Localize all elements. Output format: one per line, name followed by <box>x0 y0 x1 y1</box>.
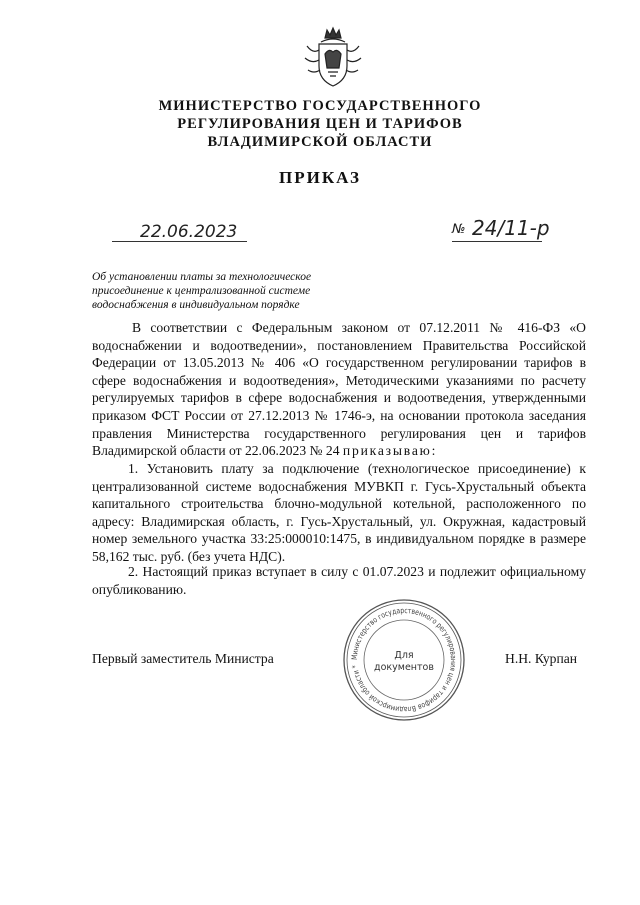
order-number: 24/11-р <box>472 216 550 240</box>
signer-name: Н.Н. Курпан <box>505 651 578 666</box>
order-item-2: 2. Настоящий приказ вступает в силу с 01.07.2023 и подлежит официальному опубликованию. <box>92 564 586 597</box>
order-item-1: 1. Установить плату за подключение (технологическое присоединение) к централизованной системе водоснабжения МУВКП г. Гусь-Хрустальный объекта капитального строительства блочно-модульной котельной, расположенного по адресу: Владимирская область, г. Гусь-Хрустальный, ул. Окружная, кадастровый номер земельного участка 33:25:000010:1475, в индивидуальном порядке в размере 58,162 тыс. руб. (без учета НДС). <box>92 461 586 564</box>
stamp-center-line-1: Для <box>394 650 414 661</box>
number-underline <box>452 241 542 242</box>
order-keyword: приказываю: <box>342 443 438 459</box>
ministry-name-line-1: МИНИСТЕРСТВО ГОСУДАРСТВЕННОГО <box>158 98 482 114</box>
preamble-text: В соответствии с Федеральным законом от 07.12.2011 № 416-ФЗ «О водоснабжении и водоотведении», постановлением Правительства Российской Федерации от 13.05.2013 № 406 «О государственном регулировании тарифов в сфере водоснабжения и водоотведения», Методическими указаниями по расчету регулируемых тарифов в сфере водоснабжения и водоотведения, утвержденными приказом ФСТ России от 27.12.2013 № 1746-э, на основании протокола заседания правления Министерства государственного регулирования цен и тарифов Владимирской области от 22.06.2023 № 24 <box>92 320 586 459</box>
preamble-paragraph <box>92 319 586 460</box>
subject-line-1: Об установлении платы за технологическое <box>92 271 312 283</box>
subject-line-2: присоединение к централизованной системе <box>92 285 311 297</box>
order-date: 22.06.2023 <box>140 222 238 242</box>
stamp-center-line-2: документов <box>374 662 434 673</box>
date-underline <box>112 241 247 242</box>
ministry-name-line-3: ВЛАДИМИРСКОЙ ОБЛАСТИ <box>207 134 433 150</box>
signer-title: Первый заместитель Министра <box>92 651 274 666</box>
order-number-prefix: № <box>452 222 466 237</box>
ministry-name-line-2: РЕГУЛИРОВАНИЯ ЦЕН И ТАРИФОВ <box>177 116 463 132</box>
official-stamp <box>342 598 466 722</box>
document-type-title: ПРИКАЗ <box>279 168 361 187</box>
coat-of-arms-emblem <box>303 24 363 90</box>
stamp-ring-text: Министерство государственного регулирования цен и тарифов Владимирской области * <box>349 605 459 715</box>
subject-line-3: водоснабжения в индивидуальном порядке <box>92 299 300 311</box>
